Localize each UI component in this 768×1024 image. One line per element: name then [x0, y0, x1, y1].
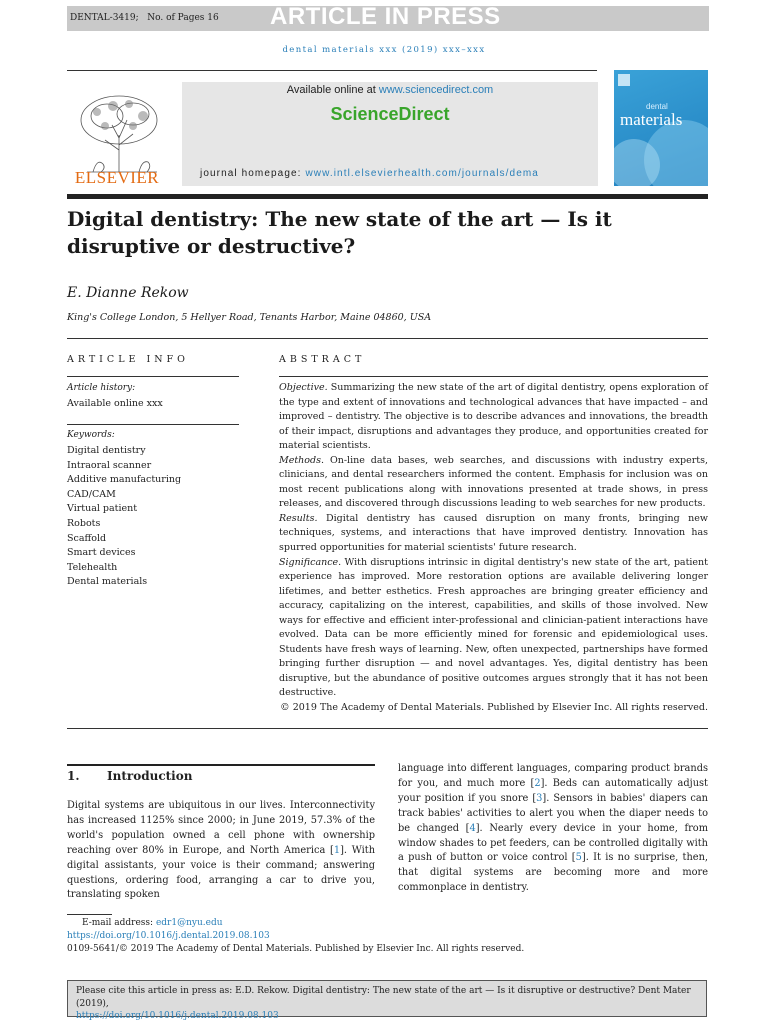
keyword: CAD/CAM	[67, 488, 116, 500]
journal-running-head: dental materials xxx (2019) xxx–xxx	[282, 45, 486, 55]
keywords-rule	[67, 424, 239, 425]
significance-text: With disruptions intrinsic in digital dentistry's new state of the art, patient experience has improved. More restoration options are available delivering longer lifetimes, and better esthetics. Fresh approaches are bringing greater efficiency and accuracy, capitalizing on the interest, capabilities, and skills of those involved. New ways for effective and efficient inter-professional and clinician-patient interactions have evolved. Data can be more efficiently mined for forensic and epidemiological uses. Students have fresh ways of learning. New, often unexpected, partnerships have formed bringing further disruption — and novel advantages. Yes, digital dentistry has been disruptive, but the abundance of positive outcomes argues strongly that it has not been destructive.	[279, 556, 708, 699]
paragraph-text: ]. It is no surprise, then, that digital systems are becoming more and more commonplace in dentistry.	[398, 852, 708, 894]
paragraph-text: Digital systems are ubiquitous in our lives. Interconnectivity has increased 1125% since 2000; in June 2019, 57.3% of the world's population owned a cell phone with ownership reaching over 80% in Europe, and North America [	[67, 800, 375, 856]
email-label: E-mail address:	[82, 918, 154, 928]
body-column-right	[398, 762, 708, 896]
objective-text: Summarizing the new state of the art of digital dentistry, opens exploration of the type and extent of innovations and technological advances that have impacted – and improved – dentistry. The objective is to describe advances and innovations, the breadth of their impact, disruptions and advantages they produce, and opportunities created for material scientists.	[279, 382, 708, 452]
keyword: Smart devices	[67, 547, 136, 559]
abstract-results	[279, 512, 708, 556]
keyword: Dental materials	[67, 576, 148, 588]
masthead-bar	[67, 194, 708, 199]
cover-title-small: dental	[646, 102, 668, 111]
article-title: Digital dentistry: The new state of the art — Is it disruptive or destructive?	[67, 207, 612, 258]
keyword: Additive manufacturing	[67, 474, 182, 486]
available-online	[182, 84, 598, 96]
paragraph-text: ]. Sensors in babies' diapers can track babies' activities to alert you when the diaper needs to be changed [	[398, 792, 708, 834]
abstract-methods	[279, 454, 708, 512]
article-info-rule	[67, 376, 239, 377]
body-rule	[67, 728, 708, 729]
keyword: Virtual patient	[67, 503, 138, 515]
keyword: Intraoral scanner	[67, 459, 152, 471]
citation-text: Please cite this article in press as: E.D. Rekow. Digital dentistry: The new state of the art — Is it disruptive or destructive? Dent Mater (2019),	[76, 986, 691, 1009]
reference-link[interactable]: 4	[469, 822, 476, 834]
abstract-body	[279, 381, 708, 716]
elsevier-wordmark: ELSEVIER	[74, 168, 160, 187]
objective-label: Objective.	[279, 382, 328, 393]
keywords-list	[67, 444, 181, 590]
homepage-label: journal homepage:	[200, 168, 302, 179]
section-rule	[67, 764, 375, 766]
results-label: Results.	[279, 512, 318, 524]
body-column-left	[67, 799, 375, 903]
reference-link[interactable]: 5	[575, 852, 582, 864]
doi-link[interactable]: https://doi.org/10.1016/j.dental.2019.08.103	[67, 931, 270, 941]
reference-link[interactable]: 2	[534, 777, 541, 789]
keyword: Robots	[67, 517, 101, 529]
author-name: E. Dianne Rekow	[67, 285, 189, 301]
abstract-rule	[279, 376, 708, 377]
cover-title-big: materials	[620, 110, 683, 129]
keyword: Telehealth	[67, 561, 118, 573]
keyword: Scaffold	[67, 532, 107, 544]
history-label: Article history:	[67, 383, 136, 393]
paragraph-text: ]. Nearly every device in your home, from window shades to pet feeders, can be controlled digitally with a push of button or voice control [	[398, 822, 708, 864]
abstract-heading: ABSTRACT	[279, 354, 366, 365]
footnote-rule	[67, 914, 112, 915]
citation-doi-link[interactable]: https://doi.org/10.1016/j.dental.2019.08.103	[76, 1011, 279, 1021]
author-affiliation: King's College London, 5 Hellyer Road, Tenants Harbor, Maine 04860, USA	[67, 312, 432, 323]
paragraph-text: language into different languages, comparing product brands for you, and much more [	[398, 763, 708, 789]
reference-link[interactable]: 1	[333, 844, 341, 856]
history-value: Available online xxx	[67, 398, 163, 409]
abstract-significance	[279, 556, 708, 701]
issn-copyright: 0109-5641/© 2019 The Academy of Dental Materials. Published by Elsevier Inc. All rights reserved.	[67, 944, 525, 954]
reference-link[interactable]: 3	[536, 792, 543, 804]
methods-label: Methods.	[279, 454, 324, 466]
section-number: 1.	[67, 769, 80, 783]
author-email	[82, 918, 223, 928]
journal-homepage-link[interactable]: www.intl.elsevierhealth.com/journals/dema	[305, 168, 539, 179]
article-info-heading: ARTICLE INFO	[67, 354, 189, 365]
document-id: DENTAL-3419; No. of Pages 16	[70, 13, 219, 23]
available-prefix: Available online at	[286, 84, 376, 96]
methods-text: On-line data bases, web searches, and discussions with industry experts, clinicians, and dental researchers informed the content. Emphasis for inclusion was on most recent publications along with innovations presented at trade shows, in press releases, and discovered through discussions leading to web searches for new products.	[279, 454, 708, 510]
sciencedirect-logo: ScienceDirect	[330, 104, 450, 124]
abstract-objective	[279, 381, 708, 454]
masthead-rule	[67, 70, 597, 71]
keyword: Digital dentistry	[67, 445, 146, 456]
keywords-label: Keywords:	[67, 430, 115, 440]
results-text: Digital dentistry has caused disruption on many fronts, bringing new techniques, systems, and interactions that have improved dentistry. Innovation has spurred opportunities for material scientists' future research.	[279, 512, 709, 554]
journal-homepage	[200, 168, 539, 179]
sciencedirect-link[interactable]: www.sciencedirect.com	[378, 84, 494, 96]
paragraph-text: ]. Beds can automatically adjust your position if you snore [	[398, 777, 708, 804]
paragraph-text: ]. With digital assistants, your voice is their command; answering questions, ordering food, arranging a car to drive you, translating spoken	[67, 844, 376, 901]
section-title: Introduction	[107, 769, 193, 783]
citation-box	[67, 980, 707, 1021]
significance-label: Significance.	[279, 556, 342, 568]
email-link[interactable]: edr1@nyu.edu	[155, 918, 223, 928]
abstract-copyright: © 2019 The Academy of Dental Materials. Published by Elsevier Inc. All rights reserved.	[280, 702, 708, 714]
article-in-press-label: ARTICLE IN PRESS	[270, 3, 501, 30]
title-rule	[67, 338, 708, 339]
